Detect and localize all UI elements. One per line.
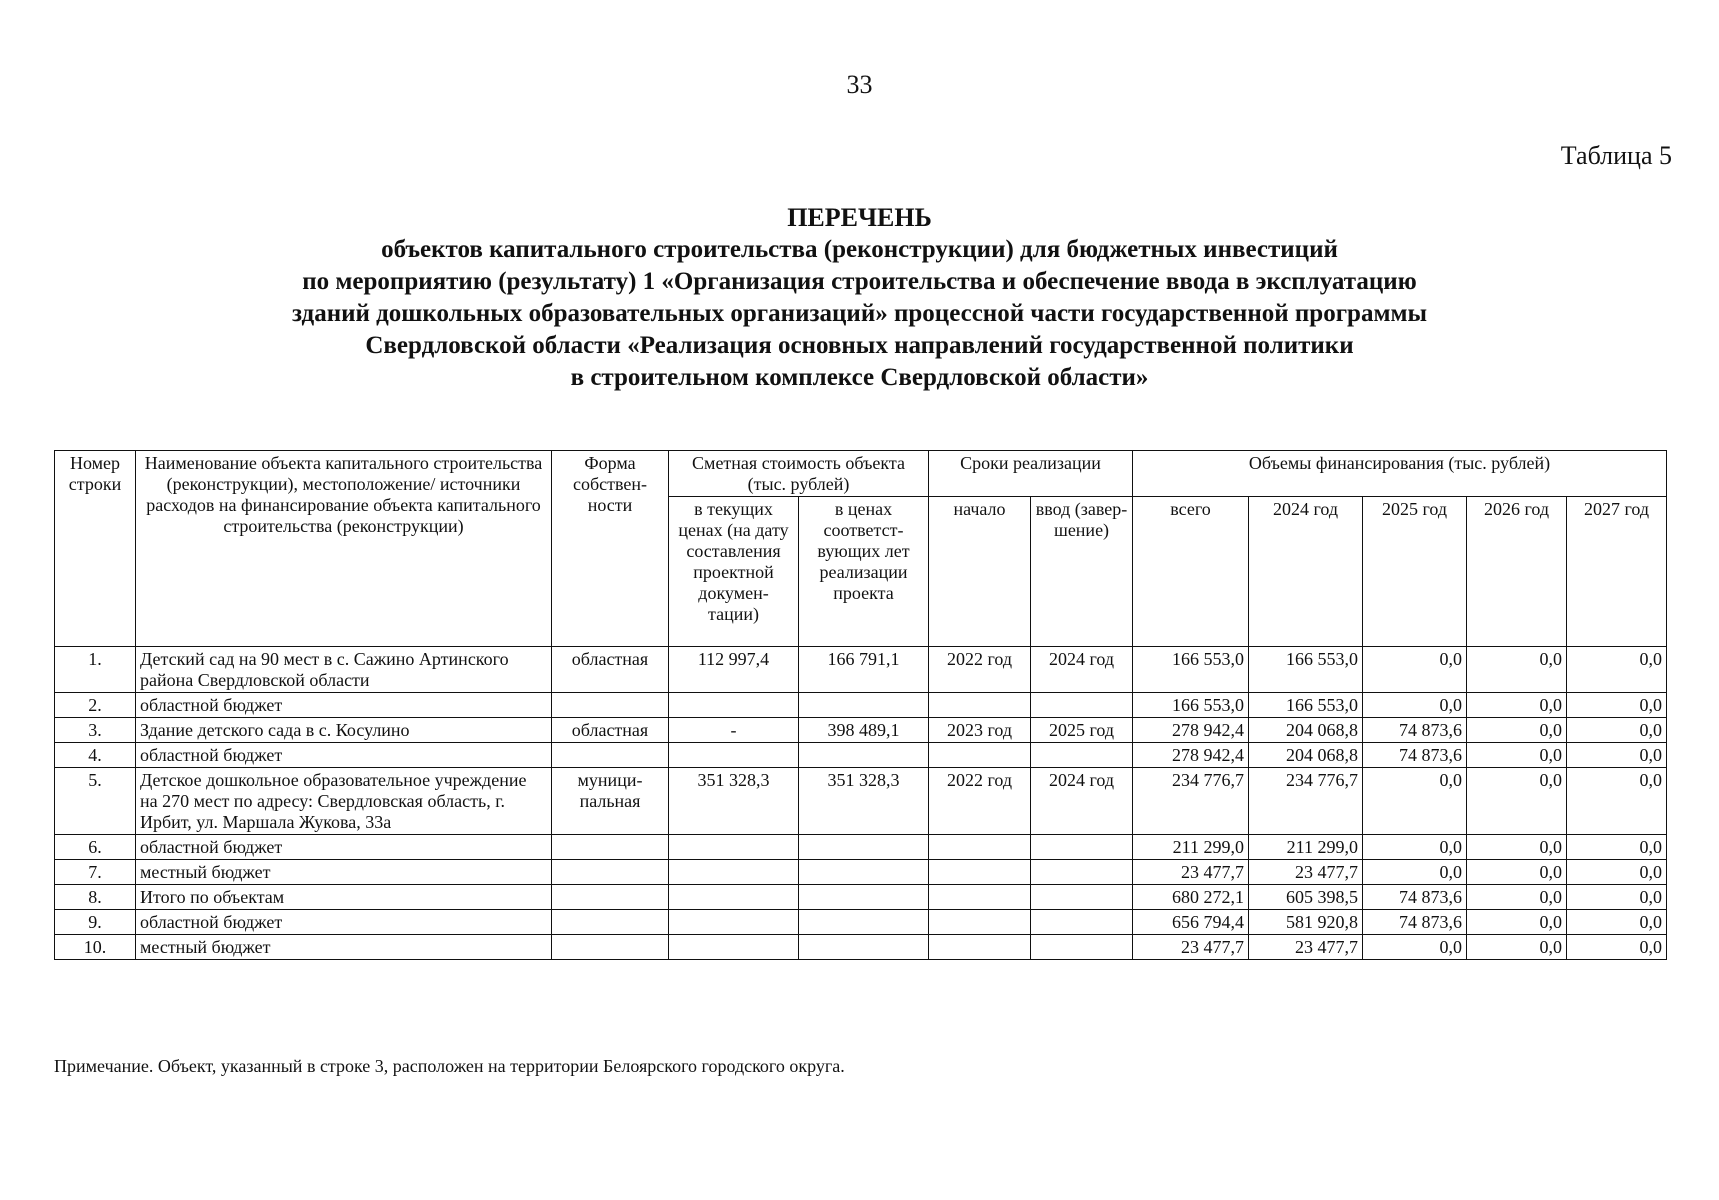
row-name: Здание детского сада в с. Косулино — [136, 718, 552, 743]
row-start — [929, 835, 1031, 860]
row-2024: 234 776,7 — [1249, 768, 1363, 835]
row-start — [929, 743, 1031, 768]
header-2025: 2025 год — [1363, 497, 1467, 647]
row-ownership: муници-пальная — [552, 768, 669, 835]
row-2027: 0,0 — [1567, 768, 1667, 835]
header-row-1 — [55, 451, 1667, 497]
row-implementation-cost — [799, 835, 929, 860]
row-2025: 74 873,6 — [1363, 743, 1467, 768]
row-current-cost — [669, 935, 799, 960]
row-2027: 0,0 — [1567, 647, 1667, 693]
row-total: 211 299,0 — [1133, 835, 1249, 860]
capital-construction-table — [54, 450, 1667, 960]
header-2026: 2026 год — [1467, 497, 1567, 647]
row-name: местный бюджет — [136, 860, 552, 885]
row-2024: 166 553,0 — [1249, 693, 1363, 718]
row-current-cost: 351 328,3 — [669, 768, 799, 835]
row-2025: 0,0 — [1363, 835, 1467, 860]
row-2026: 0,0 — [1467, 693, 1567, 718]
row-2027: 0,0 — [1567, 860, 1667, 885]
row-2024: 211 299,0 — [1249, 835, 1363, 860]
table-row — [55, 835, 1667, 860]
row-number: 3. — [55, 718, 136, 743]
title-line-3: по мероприятию (результату) 1 «Организация строительства и обеспечение ввода в эксплуатацию — [302, 268, 1417, 295]
row-2026: 0,0 — [1467, 860, 1567, 885]
header-row-number: Номер строки — [55, 451, 136, 647]
header-name: Наименование объекта капитального строительства (реконструкции), местоположение/ источники расходов на финансирование объекта капитального строительства (реконструкции) — [136, 451, 552, 647]
row-implementation-cost: 166 791,1 — [799, 647, 929, 693]
row-2026: 0,0 — [1467, 835, 1567, 860]
row-2026: 0,0 — [1467, 647, 1567, 693]
row-ownership — [552, 835, 669, 860]
row-2026: 0,0 — [1467, 743, 1567, 768]
table-row — [55, 885, 1667, 910]
title-line-4: зданий дошкольных образовательных организаций» процессной части государственной программы — [291, 300, 1428, 327]
row-ownership — [552, 885, 669, 910]
row-ownership — [552, 935, 669, 960]
header-funding: Объемы финансирования (тыс. рублей) — [1133, 451, 1667, 497]
row-current-cost — [669, 835, 799, 860]
row-current-cost — [669, 910, 799, 935]
row-current-cost — [669, 743, 799, 768]
row-2027: 0,0 — [1567, 743, 1667, 768]
row-implementation-cost — [799, 693, 929, 718]
header-timeline: Сроки реализации — [929, 451, 1133, 497]
row-total: 23 477,7 — [1133, 935, 1249, 960]
row-current-cost — [669, 885, 799, 910]
row-number: 1. — [55, 647, 136, 693]
row-implementation-cost — [799, 935, 929, 960]
row-2024: 581 920,8 — [1249, 910, 1363, 935]
row-2025: 74 873,6 — [1363, 718, 1467, 743]
table-row — [55, 935, 1667, 960]
row-ownership — [552, 743, 669, 768]
row-name: Итого по объектам — [136, 885, 552, 910]
document-title — [100, 202, 1619, 394]
row-2025: 0,0 — [1363, 768, 1467, 835]
table-row — [55, 768, 1667, 835]
footnote: Примечание. Объект, указанный в строке 3, расположен на территории Белоярского городского округа. — [54, 1056, 845, 1076]
row-end — [1031, 885, 1133, 910]
row-end — [1031, 860, 1133, 885]
row-start — [929, 935, 1031, 960]
header-commissioning: ввод (завер-шение) — [1031, 497, 1133, 647]
header-ownership: Форма собствен-ности — [552, 451, 669, 647]
row-current-cost — [669, 693, 799, 718]
table-row — [55, 910, 1667, 935]
row-end — [1031, 743, 1133, 768]
row-start — [929, 910, 1031, 935]
row-start — [929, 860, 1031, 885]
row-2024: 23 477,7 — [1249, 860, 1363, 885]
header-2027: 2027 год — [1567, 497, 1667, 647]
table-row — [55, 647, 1667, 693]
row-ownership: областная — [552, 647, 669, 693]
row-2027: 0,0 — [1567, 693, 1667, 718]
row-start — [929, 885, 1031, 910]
row-2025: 74 873,6 — [1363, 910, 1467, 935]
row-name: областной бюджет — [136, 743, 552, 768]
row-total: 166 553,0 — [1133, 693, 1249, 718]
row-2027: 0,0 — [1567, 910, 1667, 935]
row-2026: 0,0 — [1467, 885, 1567, 910]
row-ownership — [552, 910, 669, 935]
table-row — [55, 743, 1667, 768]
row-end — [1031, 693, 1133, 718]
row-2027: 0,0 — [1567, 718, 1667, 743]
row-name: областной бюджет — [136, 910, 552, 935]
table-row — [55, 860, 1667, 885]
row-number: 7. — [55, 860, 136, 885]
header-current-prices: в текущих ценах (на дату составления проектной докумен-тации) — [669, 497, 799, 647]
row-end: 2024 год — [1031, 768, 1133, 835]
row-ownership — [552, 693, 669, 718]
header-estimated-cost: Сметная стоимость объекта (тыс. рублей) — [669, 451, 929, 497]
row-2025: 74 873,6 — [1363, 885, 1467, 910]
row-end — [1031, 910, 1133, 935]
row-number: 5. — [55, 768, 136, 835]
title-line-2: объектов капитального строительства (реконструкции) для бюджетных инвестиций — [381, 236, 1338, 263]
row-implementation-cost — [799, 743, 929, 768]
title-line-1: ПЕРЕЧЕНЬ — [787, 203, 932, 232]
row-total: 278 942,4 — [1133, 743, 1249, 768]
row-2027: 0,0 — [1567, 835, 1667, 860]
row-total: 166 553,0 — [1133, 647, 1249, 693]
row-name: Детское дошкольное образовательное учреждение на 270 мест по адресу: Свердловская область, г. Ирбит, ул. Маршала Жукова, 33а — [136, 768, 552, 835]
row-name: областной бюджет — [136, 693, 552, 718]
row-total: 234 776,7 — [1133, 768, 1249, 835]
row-2025: 0,0 — [1363, 860, 1467, 885]
row-ownership — [552, 860, 669, 885]
row-2026: 0,0 — [1467, 935, 1567, 960]
row-name: местный бюджет — [136, 935, 552, 960]
row-ownership: областная — [552, 718, 669, 743]
row-current-cost — [669, 860, 799, 885]
row-2027: 0,0 — [1567, 885, 1667, 910]
row-total: 278 942,4 — [1133, 718, 1249, 743]
row-number: 10. — [55, 935, 136, 960]
header-implementation-prices: в ценах соответст-вующих лет реализации проекта — [799, 497, 929, 647]
row-number: 4. — [55, 743, 136, 768]
row-start: 2023 год — [929, 718, 1031, 743]
row-start: 2022 год — [929, 647, 1031, 693]
row-number: 9. — [55, 910, 136, 935]
row-implementation-cost — [799, 885, 929, 910]
row-total: 656 794,4 — [1133, 910, 1249, 935]
table-label: Таблица 5 — [1560, 141, 1672, 170]
row-end: 2025 год — [1031, 718, 1133, 743]
row-2026: 0,0 — [1467, 718, 1567, 743]
row-2025: 0,0 — [1363, 935, 1467, 960]
row-2024: 23 477,7 — [1249, 935, 1363, 960]
header-start: начало — [929, 497, 1031, 647]
row-total: 23 477,7 — [1133, 860, 1249, 885]
row-total: 680 272,1 — [1133, 885, 1249, 910]
row-implementation-cost: 351 328,3 — [799, 768, 929, 835]
row-start — [929, 693, 1031, 718]
header-2024: 2024 год — [1249, 497, 1363, 647]
row-implementation-cost: 398 489,1 — [799, 718, 929, 743]
row-2025: 0,0 — [1363, 693, 1467, 718]
title-line-5: Свердловской области «Реализация основных направлений государственной политики — [365, 332, 1354, 359]
row-2027: 0,0 — [1567, 935, 1667, 960]
row-2024: 605 398,5 — [1249, 885, 1363, 910]
row-name: областной бюджет — [136, 835, 552, 860]
row-2026: 0,0 — [1467, 768, 1567, 835]
row-2024: 166 553,0 — [1249, 647, 1363, 693]
row-end: 2024 год — [1031, 647, 1133, 693]
row-2024: 204 068,8 — [1249, 718, 1363, 743]
row-end — [1031, 935, 1133, 960]
row-number: 6. — [55, 835, 136, 860]
row-2026: 0,0 — [1467, 910, 1567, 935]
row-end — [1031, 835, 1133, 860]
row-current-cost: - — [669, 718, 799, 743]
row-implementation-cost — [799, 860, 929, 885]
row-name: Детский сад на 90 мест в с. Сажино Артинского района Свердловской области — [136, 647, 552, 693]
table-row — [55, 693, 1667, 718]
row-2024: 204 068,8 — [1249, 743, 1363, 768]
row-number: 8. — [55, 885, 136, 910]
table-row — [55, 718, 1667, 743]
row-2025: 0,0 — [1363, 647, 1467, 693]
row-implementation-cost — [799, 910, 929, 935]
row-number: 2. — [55, 693, 136, 718]
row-start: 2022 год — [929, 768, 1031, 835]
title-line-6: в строительном комплексе Свердловской области» — [570, 364, 1149, 391]
page-number: 33 — [846, 70, 873, 99]
row-current-cost: 112 997,4 — [669, 647, 799, 693]
header-total: всего — [1133, 497, 1249, 647]
